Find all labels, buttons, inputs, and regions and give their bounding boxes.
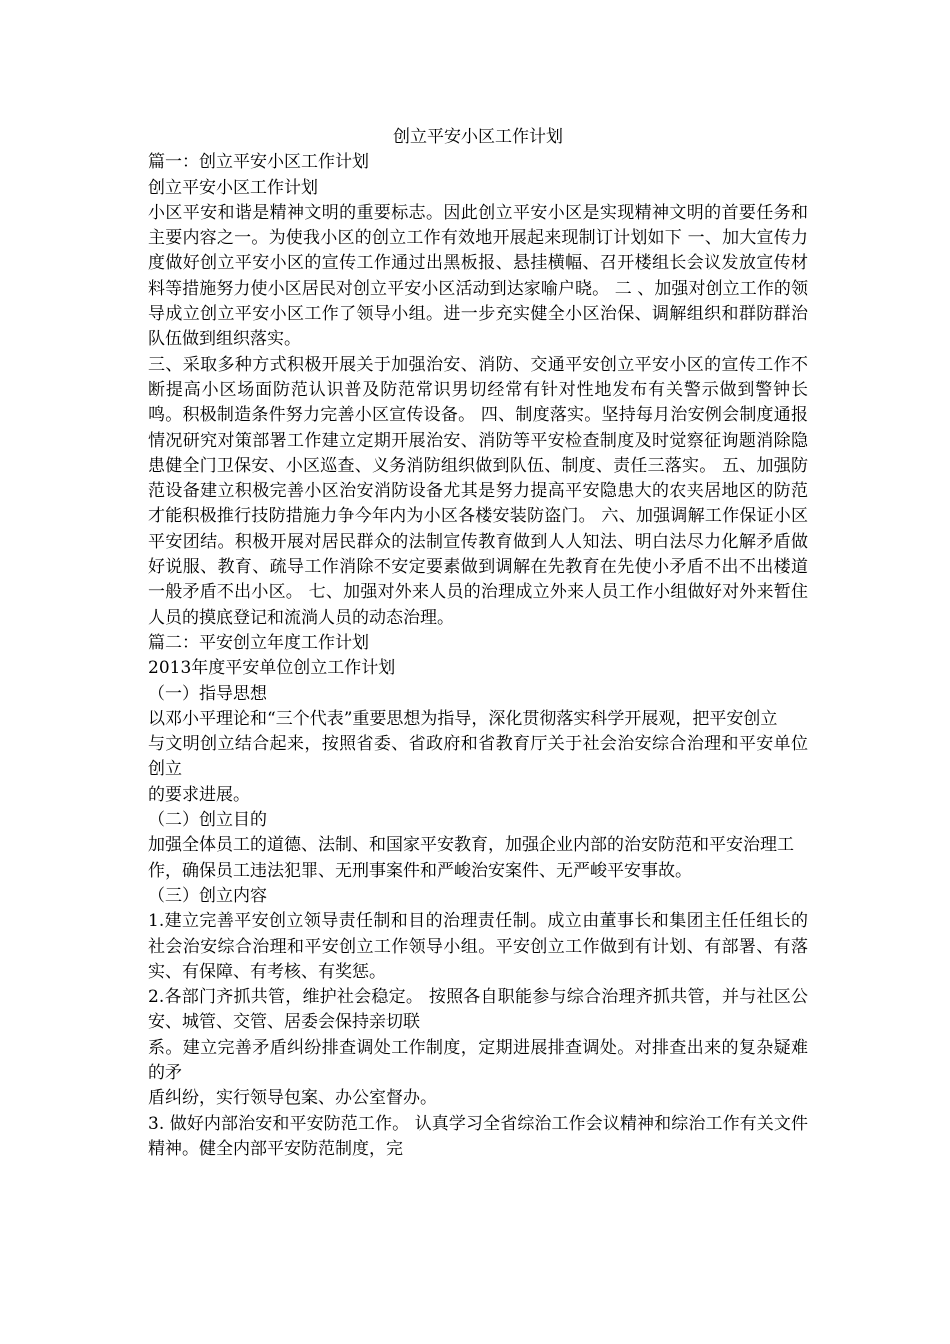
body-paragraph: 小区平安和谐是精神文明的重要标志。因此创立平安小区是实现精神文明的首要任务和主要内容之一。为使我小区的创立工作有效地开展起来现制订计划如下 一、加大宣传力度做好创立平安小区的宣传工作通过出黑板报、悬挂横幅、召开楼组长会议发放宣传材料等措施努力使小区居民对创立平安小区活动到达家喻户晓。 二 、加强对创立工作的领导成立创立平安小区工作了领导小组。进一步充实健全小区治保、调解组织和群防群治队伍做到组织落实。 bbox=[148, 202, 808, 350]
section-heading-1: 篇一：创立平安小区工作计划 bbox=[148, 152, 369, 173]
body-paragraph: 三、采取多种方式积极开展关于加强治安、消防、交通平安创立平安小区的宣传工作不断提高小区场面防范认识普及防范常识男切经常有针对性地发布有关警示做到警钟长鸣。积极制造条件努力完善小区宣传设备。 四、制度落实。坚持每月治安例会制度通报情况研究对策部署工作建立定期开展治安、消防等平安检查制度及时觉察征询题消除隐患健全门卫保安、小区巡查、义务消防组织做到队伍、制度、责任三落实。 五、加强防范设备建立积极完善小区治安消防设备尤其是努力提高平安隐患大的农夹居地区的防范才能积极推行技防措施力争今年内为小区各楼安装防盗门。 六、加强调解工作保证小区平安团结。积极开展对居民群众的法制宣传教育做到人人知法、明白法尽力化解矛盾做好说服、教育、疏导工作消除不安定要素做到调解在先教育在先使小矛盾不出不出楼道一般矛盾不出小区。 七、加强对外来人员的治理成立外来人员工作小组做好对外来暂住人员的摸底登记和流淌人员的动态治理。 bbox=[148, 354, 808, 628]
body-line: 以邓小平理论和“三个代表”重要思想为指导，深化贯彻落实科学开展观，把平安创立 bbox=[148, 708, 778, 729]
subheading-content: （三）创立内容 bbox=[148, 885, 267, 906]
list-item-2: 2.各部门齐抓共管，维护社会稳定。 按照各自职能参与综合治理齐抓共管，并与社区公安、城管、交管、居委会保持亲切联 bbox=[148, 987, 808, 1033]
body-line: 盾纠纷，实行领导包案、办公室督办。 bbox=[148, 1088, 437, 1109]
body-line: 加强全体员工的道德、法制、和国家平安教育，加强企业内部的治安防范和平安治理工 bbox=[148, 835, 794, 856]
subheading-purpose: （二）创立目的 bbox=[148, 810, 267, 831]
list-item-1: 1.建立完善平安创立领导责任制和目的治理责任制。成立由董事长和集团主任任组长的社会治安综合治理和平安创立工作领导小组。平安创立工作做到有计划、有部署、有落实、有保障、有考核、有奖惩。 bbox=[148, 911, 808, 982]
body-line: 作，确保员工违法犯罪、无刑事案件和严峻治安案件、无严峻平安事故。 bbox=[148, 860, 692, 881]
plan-title-1: 创立平安小区工作计划 bbox=[148, 177, 318, 198]
subheading-guiding-ideology: （一）指导思想 bbox=[148, 683, 267, 704]
plan-title-2: 2013年度平安单位创立工作计划 bbox=[148, 658, 396, 679]
document-title: 创立平安小区工作计划 bbox=[393, 127, 563, 147]
list-item-3: 3. 做好内部治安和平安防范工作。 认真学习全省综治工作会议精神和综治工作有关文件精神。健全内部平安防范制度，完 bbox=[148, 1113, 808, 1159]
document-page bbox=[148, 125, 808, 1162]
body-line: 的要求进展。 bbox=[148, 784, 250, 805]
section-heading-2: 篇二：平安创立年度工作计划 bbox=[148, 632, 369, 653]
body-line: 与文明创立结合起来，按照省委、省政府和省教育厅关于社会治安综合治理和平安单位创立 bbox=[148, 734, 808, 780]
body-line: 系。建立完善矛盾纠纷排查调处工作制度，定期进展排查调处。对排查出来的复杂疑难的矛 bbox=[148, 1037, 808, 1083]
